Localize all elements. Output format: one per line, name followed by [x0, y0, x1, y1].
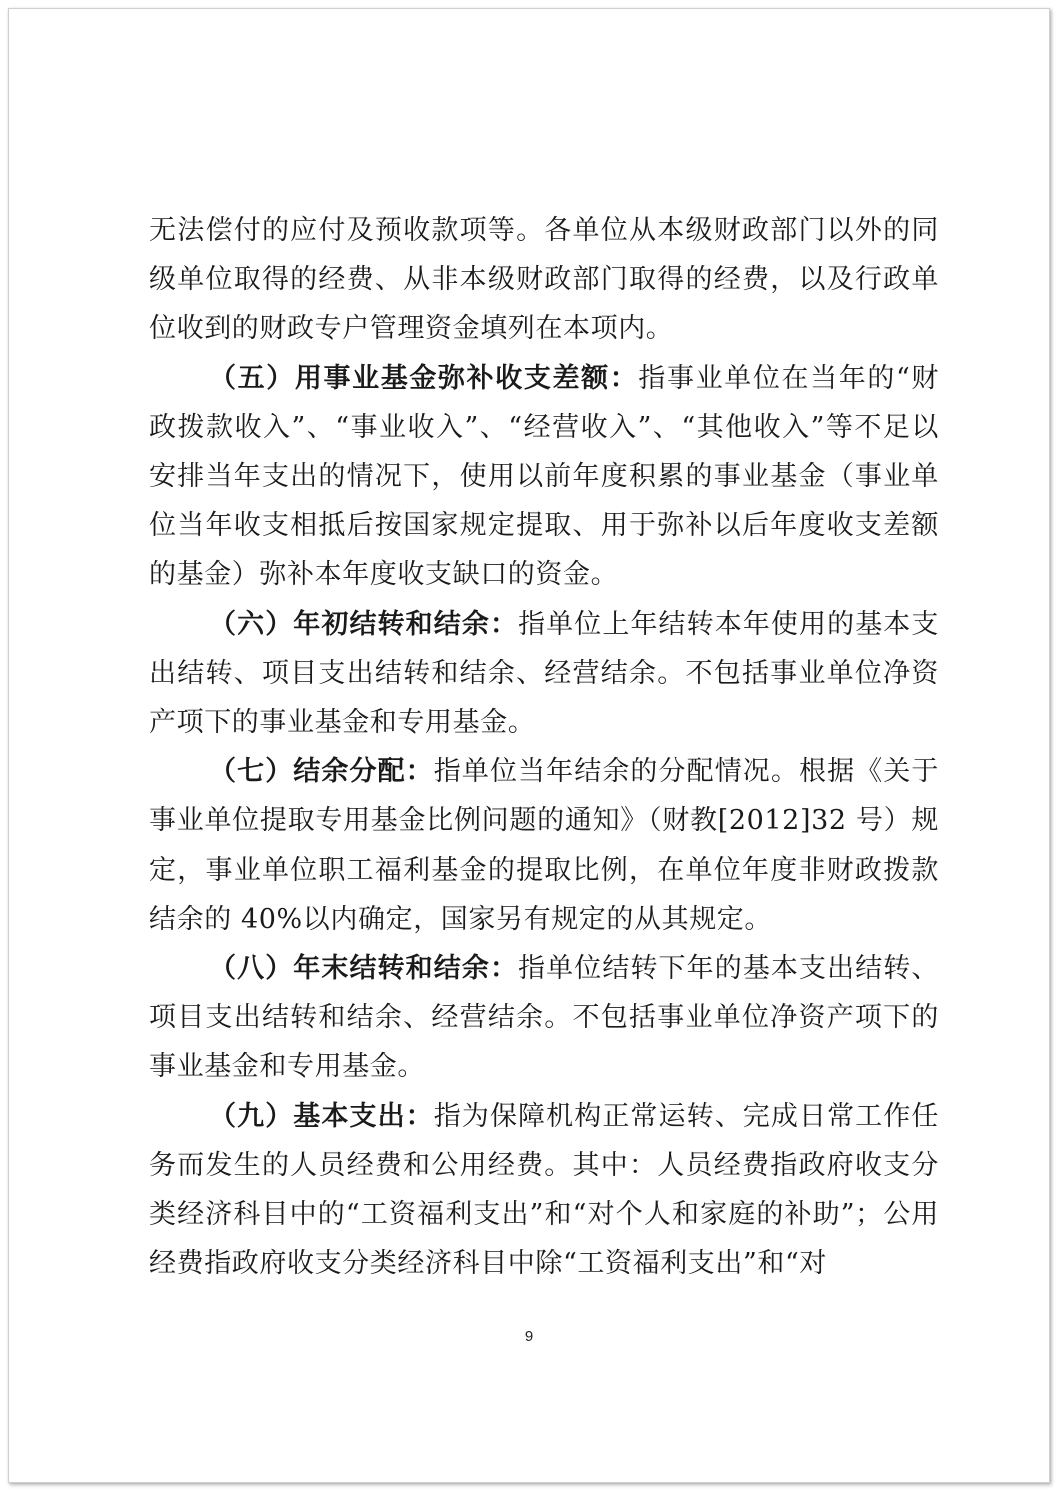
document-page — [8, 8, 1050, 1483]
paragraph-heading: （八）年末结转和结余： — [209, 953, 519, 985]
paragraph-text: 指为保障机构正常运转、完成日常工作任务而发生的人员经费和公用经费。其中：人员经费指政府收支分类经济科目中的“工资福利支出”和“对个人和家庭的补助”；公用经费指政府收支分类经济科目中除“工资福利支出”和“对 — [149, 1100, 939, 1280]
paragraph-heading: （七）结余分配： — [209, 756, 434, 788]
paragraph-text: 无法偿付的应付及预收款项等。各单位从本级财政部门以外的同级单位取得的经费、从非本级财政部门取得的经费，以及行政单位收到的财政专户管理资金填列在本项内。 — [149, 215, 939, 345]
paragraph-five — [149, 354, 939, 600]
paragraph-continuation — [149, 206, 939, 354]
page-number: 9 — [524, 1328, 534, 1345]
paragraph-heading: （九）基本支出： — [209, 1100, 434, 1132]
paragraph-six — [149, 600, 939, 748]
paragraph-text: 指单位结转下年的基本支出结转、项目支出结转和结余、经营结余。不包括事业单位净资产项下的事业基金和专用基金。 — [149, 953, 940, 1083]
paragraph-seven — [149, 747, 939, 944]
paragraph-text: 指单位上年结转本年使用的基本支出结转、项目支出结转和结余、经营结余。不包括事业单位净资产项下的事业基金和专用基金。 — [149, 608, 940, 739]
paragraph-heading: （五）用事业基金弥补收支差额： — [209, 362, 639, 394]
paragraph-text: 指单位当年结余的分配情况。根据《关于事业单位提取专用基金比例问题的通知》（财教[2012]32 号）规定，事业单位职工福利基金的提取比例，在单位年度非财政拨款结余的 40%以内确定，国家另有规定的从其规定。 — [149, 756, 939, 935]
paragraph-eight — [149, 944, 939, 1092]
paragraph-heading: （六）年初结转和结余： — [209, 608, 519, 640]
paragraph-text: 指事业单位在当年的“财政拨款收入”、“事业收入”、“经营收入”、“其他收入”等不足以安排当年支出的情况下，使用以前年度积累的事业基金（事业单位当年收支相抵后按国家规定提取、用于弥补以后年度收支差额的基金）弥补本年度收支缺口的资金。 — [149, 362, 939, 591]
body-text — [149, 206, 939, 1288]
paragraph-nine — [149, 1092, 939, 1289]
